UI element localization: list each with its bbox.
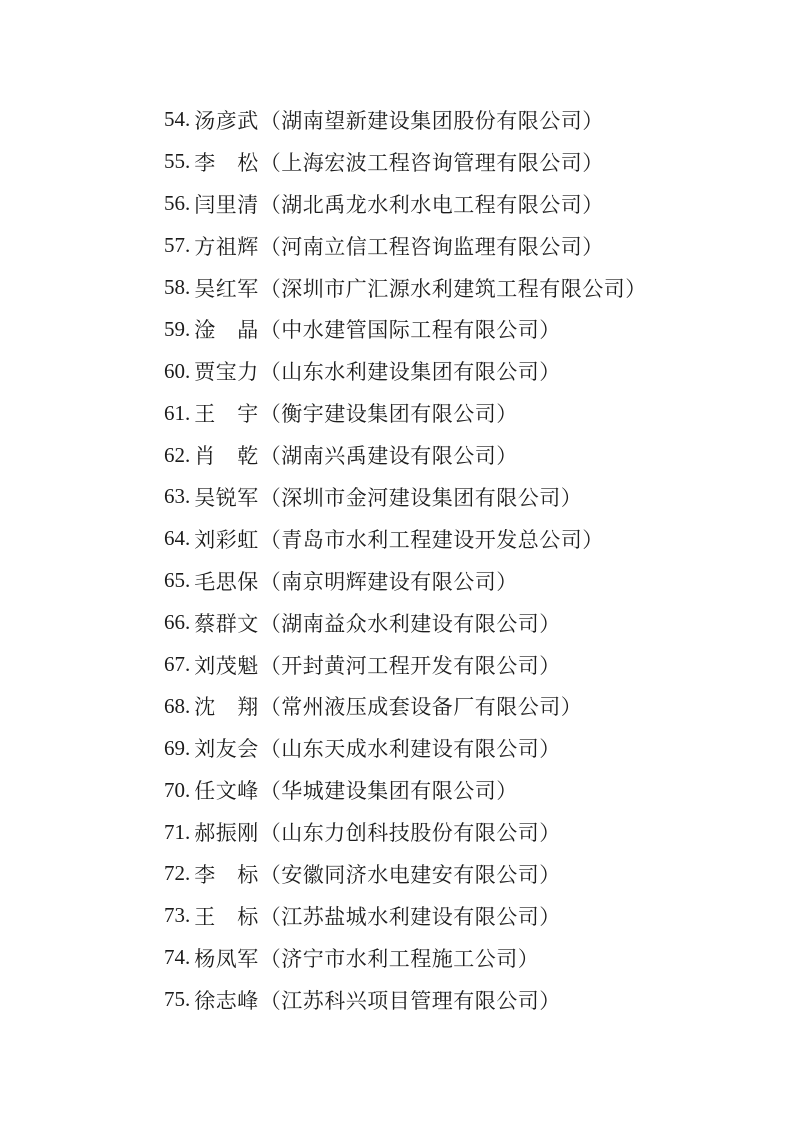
list-item <box>164 727 760 769</box>
entry-name: 李 松 <box>194 150 259 175</box>
entry-name: 王 宇 <box>194 402 259 427</box>
entry-number: 68. <box>164 693 191 718</box>
list-item <box>164 141 760 183</box>
entry-name: 杨凤军 <box>194 946 259 971</box>
list-item <box>164 392 760 434</box>
entry-company: （深圳市广汇源水利建筑工程有限公司） <box>259 276 647 301</box>
entry-company: （上海宏波工程咨询管理有限公司） <box>259 150 604 175</box>
entry-name: 王 标 <box>194 904 259 929</box>
entry-name: 肖 乾 <box>194 444 259 469</box>
list-item <box>164 518 760 560</box>
entry-name: 沈 翔 <box>194 695 259 720</box>
entry-name: 蔡群文 <box>194 611 259 636</box>
entry-number: 72. <box>164 861 191 886</box>
entry-company: （衡宇建设集团有限公司） <box>259 402 518 427</box>
entry-number: 75. <box>164 987 191 1012</box>
list-item <box>164 350 760 392</box>
entry-name: 淦 晶 <box>194 318 259 343</box>
entry-number: 62. <box>164 442 191 467</box>
entry-company: （青岛市水利工程建设开发总公司） <box>259 527 604 552</box>
list-item <box>164 308 760 350</box>
entry-number: 66. <box>164 610 191 635</box>
list-item <box>164 267 760 309</box>
entry-number: 59. <box>164 316 191 341</box>
entry-company: （华城建设集团有限公司） <box>259 779 518 804</box>
list-item <box>164 560 760 602</box>
entry-number: 65. <box>164 568 191 593</box>
entry-name: 郝振刚 <box>194 821 259 846</box>
list-item <box>164 225 760 267</box>
entry-name: 汤彦武 <box>194 108 259 133</box>
entry-number: 70. <box>164 777 191 802</box>
entry-company: （江苏盐城水利建设有限公司） <box>259 904 561 929</box>
list-item <box>164 895 760 937</box>
entry-number: 63. <box>164 484 191 509</box>
entry-company: （济宁市水利工程施工公司） <box>259 946 540 971</box>
list-item <box>164 99 760 141</box>
entry-company: （安徽同济水电建安有限公司） <box>259 862 561 887</box>
entry-number: 61. <box>164 400 191 425</box>
list-item <box>164 937 760 979</box>
entry-company: （深圳市金河建设集团有限公司） <box>259 485 583 510</box>
entry-number: 55. <box>164 149 191 174</box>
entry-name: 刘彩虹 <box>194 527 259 552</box>
list-item <box>164 476 760 518</box>
entry-number: 74. <box>164 945 191 970</box>
list-item <box>164 811 760 853</box>
entry-number: 58. <box>164 275 191 299</box>
entry-name: 吴锐军 <box>194 485 259 510</box>
entry-number: 56. <box>164 191 191 216</box>
list-item <box>164 769 760 811</box>
entry-name: 方祖辉 <box>194 234 259 259</box>
entry-name: 吴红军 <box>194 276 259 301</box>
list-item <box>164 183 760 225</box>
entry-company: （南京明辉建设有限公司） <box>259 569 518 594</box>
entry-company: （河南立信工程咨询监理有限公司） <box>259 234 604 259</box>
entry-name: 贾宝力 <box>194 360 259 385</box>
entry-name: 徐志峰 <box>194 988 259 1013</box>
list-item <box>164 602 760 644</box>
entry-number: 67. <box>164 652 191 677</box>
entry-company: （开封黄河工程开发有限公司） <box>259 653 561 678</box>
name-list <box>164 99 760 1021</box>
entry-company: （湖北禹龙水利水电工程有限公司） <box>259 192 604 217</box>
entry-company: （江苏科兴项目管理有限公司） <box>259 988 561 1013</box>
entry-name: 毛思保 <box>194 569 259 594</box>
list-item <box>164 853 760 895</box>
entry-company: （中水建管国际工程有限公司） <box>259 318 561 343</box>
entry-number: 60. <box>164 358 191 383</box>
list-item <box>164 434 760 476</box>
entry-number: 71. <box>164 819 191 844</box>
entry-name: 任文峰 <box>194 779 259 804</box>
entry-number: 54. <box>164 107 191 132</box>
entry-name: 闫里清 <box>194 192 259 217</box>
entry-company: （常州液压成套设备厂有限公司） <box>259 695 583 720</box>
entry-company: （山东水利建设集团有限公司） <box>259 360 561 385</box>
entry-company: （湖南益众水利建设有限公司） <box>259 611 561 636</box>
entry-company: （湖南望新建设集团股份有限公司） <box>259 108 604 133</box>
entry-company: （湖南兴禹建设有限公司） <box>259 444 518 469</box>
list-item <box>164 685 760 727</box>
entry-company: （山东天成水利建设有限公司） <box>259 737 561 762</box>
list-item <box>164 644 760 686</box>
entry-number: 64. <box>164 526 191 551</box>
entry-number: 69. <box>164 735 191 760</box>
list-item <box>164 979 760 1021</box>
entry-name: 刘茂魁 <box>194 653 259 678</box>
entry-company: （山东力创科技股份有限公司） <box>259 821 561 846</box>
entry-name: 刘友会 <box>194 737 259 762</box>
entry-number: 73. <box>164 903 191 928</box>
entry-number: 57. <box>164 233 191 258</box>
entry-name: 李 标 <box>194 862 259 887</box>
